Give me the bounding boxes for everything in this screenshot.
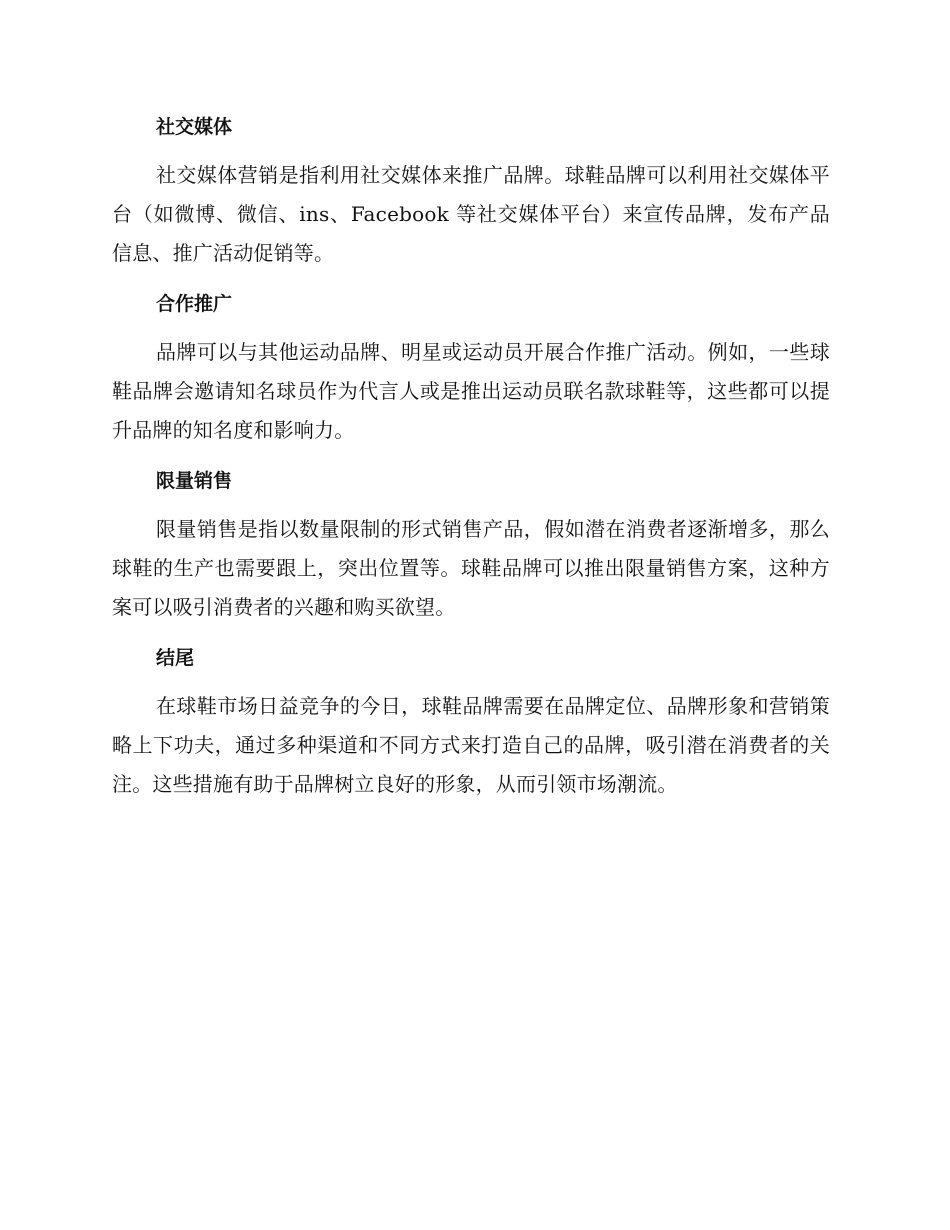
section-social-media <box>112 108 830 273</box>
section-conclusion <box>112 639 830 804</box>
section-paragraph: 品牌可以与其他运动品牌、明星或运动员开展合作推广活动。例如，一些球鞋品牌会邀请知名球员作为代言人或是推出运动员联名款球鞋等，这些都可以提升品牌的知名度和影响力。 <box>112 340 830 442</box>
section-heading: 限量销售 <box>156 470 233 492</box>
section-paragraph: 限量销售是指以数量限制的形式销售产品，假如潜在消费者逐渐增多，那么球鞋的生产也需要跟上，突出位置等。球鞋品牌可以推出限量销售方案，这种方案可以吸引消费者的兴趣和购买欲望。 <box>112 517 830 619</box>
section-cooperation-promotion <box>112 285 830 450</box>
section-paragraph: 社交媒体营销是指利用社交媒体来推广品牌。球鞋品牌可以利用社交媒体平台（如微博、微信、ins、Facebook 等社交媒体平台）来宣传品牌，发布产品信息、推广活动促销等。 <box>112 163 830 265</box>
section-paragraph: 在球鞋市场日益竞争的今日，球鞋品牌需要在品牌定位、品牌形象和营销策略上下功夫，通过多种渠道和不同方式来打造自己的品牌，吸引潜在消费者的关注。这些措施有助于品牌树立良好的形象，从而引领市场潮流。 <box>112 694 830 796</box>
section-heading: 结尾 <box>156 647 195 669</box>
document-page <box>112 108 830 816</box>
section-heading: 合作推广 <box>156 293 233 315</box>
section-limited-sales <box>112 462 830 627</box>
section-heading: 社交媒体 <box>156 116 233 138</box>
